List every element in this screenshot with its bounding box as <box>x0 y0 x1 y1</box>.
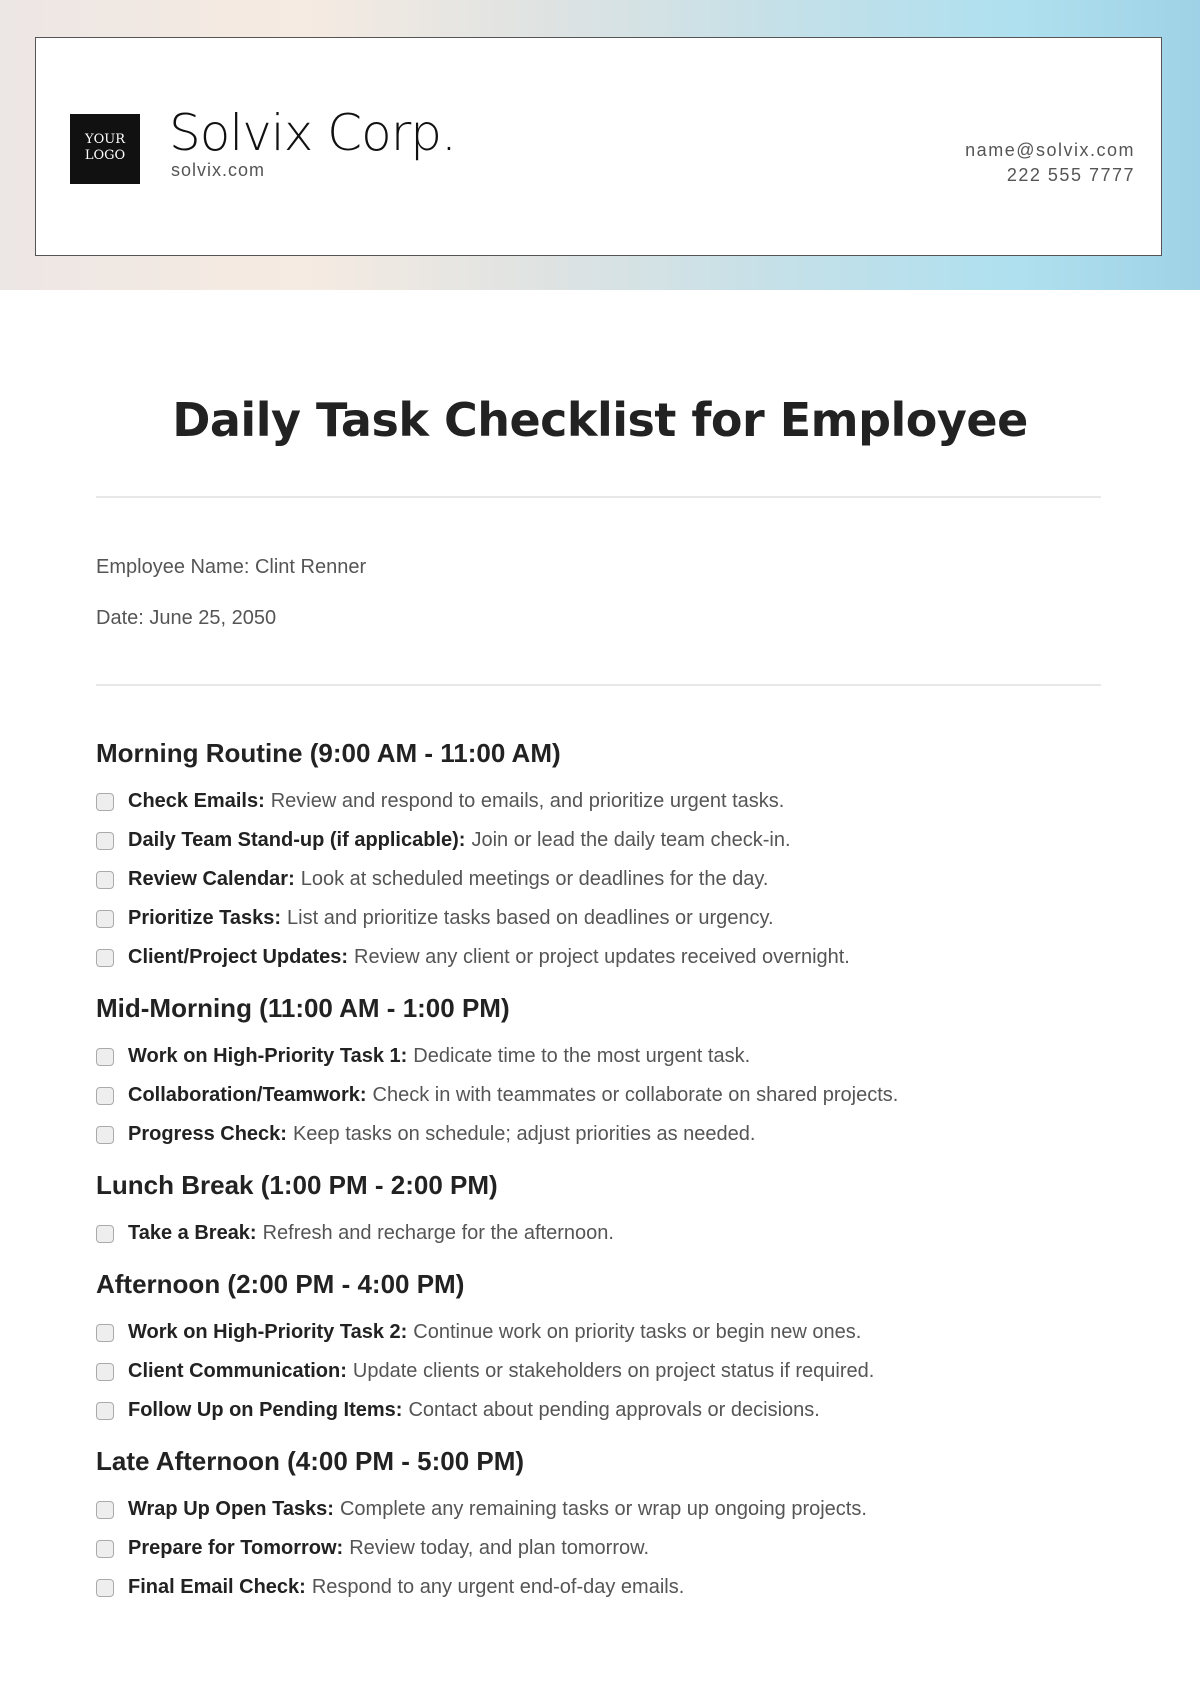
checklist-item <box>96 899 1106 938</box>
task-description: Complete any remaining tasks or wrap up ongoing projects. <box>339 1498 867 1520</box>
checkbox[interactable] <box>96 1540 114 1558</box>
checklist-section <box>96 734 1106 977</box>
checklist-item <box>96 1214 1106 1253</box>
task-description: Check in with teammates or collaborate on shared projects. <box>372 1084 899 1106</box>
task-label: Client Communication: <box>128 1360 347 1382</box>
checkbox[interactable] <box>96 1363 114 1381</box>
checklist-item <box>96 860 1106 899</box>
task-description: Join or lead the daily team check-in. <box>471 829 791 851</box>
checklist-item <box>96 1391 1106 1430</box>
divider <box>96 496 1101 498</box>
section-heading: Lunch Break (1:00 PM - 2:00 PM) <box>96 1170 498 1200</box>
task-description: Review today, and plan tomorrow. <box>349 1537 650 1559</box>
logo <box>70 114 140 184</box>
contact-phone: 222 555 7777 <box>1006 165 1135 185</box>
letterhead <box>35 37 1162 256</box>
checklist-section <box>96 989 1106 1154</box>
checklist-item <box>96 821 1106 860</box>
task-label: Work on High-Priority Task 2: <box>128 1321 408 1343</box>
contact-email: name@solvix.com <box>965 140 1135 160</box>
task-label: Prioritize Tasks: <box>128 907 282 929</box>
task-label: Wrap Up Open Tasks: <box>128 1498 334 1520</box>
checklist-section <box>96 1166 1106 1253</box>
checklist-item <box>96 1568 1106 1607</box>
logo-line: LOGO <box>84 148 126 163</box>
task-label: Client/Project Updates: <box>128 946 349 968</box>
section-heading: Late Afternoon (4:00 PM - 5:00 PM) <box>96 1446 525 1476</box>
checkbox[interactable] <box>96 1501 114 1519</box>
checklist-item <box>96 782 1106 821</box>
checklist-item <box>96 1115 1106 1154</box>
checkbox[interactable] <box>96 1324 114 1342</box>
task-label: Check Emails: <box>128 790 265 812</box>
company-name: Solvix Corp. <box>169 104 456 162</box>
task-label: Final Email Check: <box>128 1576 306 1598</box>
checkbox[interactable] <box>96 949 114 967</box>
checkbox[interactable] <box>96 793 114 811</box>
checkbox[interactable] <box>96 1225 114 1243</box>
section-heading: Morning Routine (9:00 AM - 11:00 AM) <box>96 738 561 768</box>
task-description: Continue work on priority tasks or begin new ones. <box>413 1321 862 1343</box>
logo-line: YOUR <box>85 132 125 147</box>
checkbox[interactable] <box>96 832 114 850</box>
checklist <box>96 734 1106 1619</box>
section-heading: Afternoon (2:00 PM - 4:00 PM) <box>96 1269 465 1299</box>
task-label: Prepare for Tomorrow: <box>128 1537 344 1559</box>
task-label: Collaboration/Teamwork: <box>128 1084 367 1106</box>
task-description: Contact about pending approvals or decisions. <box>408 1399 820 1421</box>
task-description: Keep tasks on schedule; adjust priorities as needed. <box>292 1123 756 1145</box>
task-description: Dedicate time to the most urgent task. <box>413 1045 751 1067</box>
task-label: Daily Team Stand-up (if applicable): <box>128 829 466 851</box>
task-label: Progress Check: <box>128 1123 287 1145</box>
checkbox[interactable] <box>96 1087 114 1105</box>
contact-info <box>965 138 1135 188</box>
task-label: Work on High-Priority Task 1: <box>128 1045 408 1067</box>
task-label: Take a Break: <box>128 1222 257 1244</box>
task-label: Follow Up on Pending Items: <box>128 1399 403 1421</box>
task-description: Look at scheduled meetings or deadlines for the day. <box>300 868 769 890</box>
task-description: Refresh and recharge for the afternoon. <box>262 1222 614 1244</box>
checkbox[interactable] <box>96 871 114 889</box>
section-heading: Mid-Morning (11:00 AM - 1:00 PM) <box>96 993 510 1023</box>
task-description: Review and respond to emails, and prioritize urgent tasks. <box>270 790 785 812</box>
checklist-item <box>96 1076 1106 1115</box>
company-website: solvix.com <box>171 160 266 180</box>
task-description: Update clients or stakeholders on project status if required. <box>352 1360 875 1382</box>
checkbox[interactable] <box>96 1048 114 1066</box>
page-title: Daily Task Checklist for Employee <box>172 393 1028 447</box>
checklist-section <box>96 1442 1106 1607</box>
task-description: Review any client or project updates received overnight. <box>354 946 850 968</box>
checklist-item <box>96 1037 1106 1076</box>
task-description: Respond to any urgent end-of-day emails. <box>311 1576 685 1598</box>
task-label: Review Calendar: <box>128 868 295 890</box>
checklist-section <box>96 1265 1106 1430</box>
checkbox[interactable] <box>96 1579 114 1597</box>
date: Date: June 25, 2050 <box>96 607 277 629</box>
employee-name: Employee Name: Clint Renner <box>96 556 367 578</box>
checklist-item <box>96 1529 1106 1568</box>
checkbox[interactable] <box>96 1126 114 1144</box>
checkbox[interactable] <box>96 910 114 928</box>
checklist-item <box>96 1490 1106 1529</box>
task-description: List and prioritize tasks based on deadlines or urgency. <box>287 907 774 929</box>
checklist-item <box>96 938 1106 977</box>
divider <box>96 684 1101 686</box>
checklist-item <box>96 1352 1106 1391</box>
checklist-item <box>96 1313 1106 1352</box>
checkbox[interactable] <box>96 1402 114 1420</box>
